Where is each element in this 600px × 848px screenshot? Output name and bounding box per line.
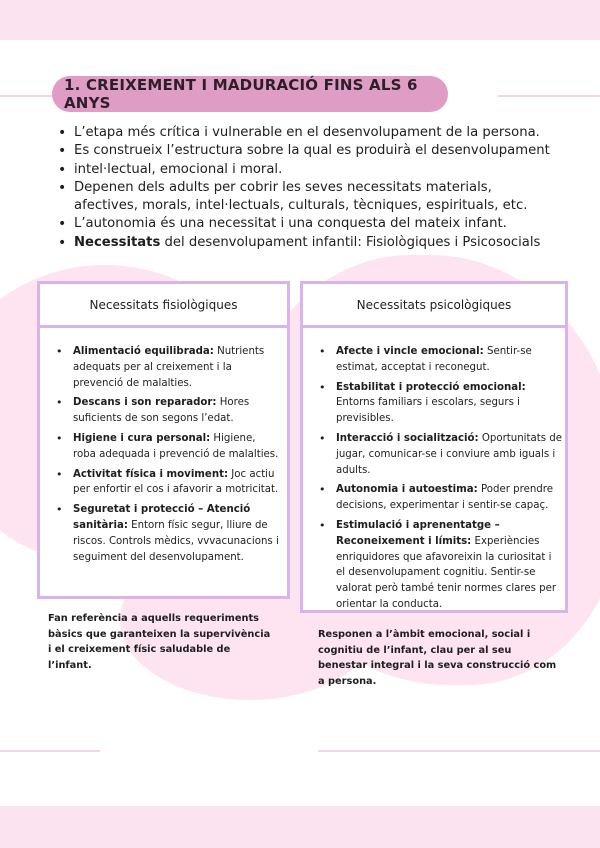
item-title: Seguretat i protecció – Atenció sanitària: (73, 504, 251, 531)
item-text: Hores suficients de son segons l’edat. (73, 397, 250, 425)
decor-line (0, 750, 100, 752)
bottom-decor-band (0, 806, 600, 848)
top-decor-band (0, 0, 600, 40)
physiological-note: Fan referència a aquells requeriments bàsics que garanteixen la supervivència i el creixement físic saludable de l’infant. (48, 613, 271, 671)
item-text: Sentir-se estimat, acceptat i reconegut. (336, 346, 532, 373)
item-text: Higiene, roba adequada i prevenció de malalties. (73, 432, 279, 460)
list-item (333, 431, 563, 478)
decor-line (0, 95, 60, 97)
decor-line (498, 95, 600, 97)
list-item (70, 395, 280, 427)
list-item: • intel·lectual, emocional i moral. (56, 161, 556, 179)
item-title: Estabilitat i protecció emocional: (336, 381, 526, 393)
card-list (333, 344, 563, 617)
card-list (70, 344, 280, 569)
list-item: • Es construeix l’estructura sobre la qual es produirà el desenvolupament (56, 142, 556, 160)
item-title: Interacció i socialització: (336, 432, 479, 444)
list-item (333, 518, 563, 613)
item-title: Estimulació i aprenentatge – Reconeixement i límits: (336, 519, 500, 547)
item-text: Experiències enriquidores que afavoreixin la curiositat i el desenvolupament cognitiu. Sentir-se valorat però també tenir normes clares per orientar la conducta. (336, 535, 557, 610)
item-text: Oportunitats de jugar, comunicar-se i conviure amb iguals i adults. (336, 432, 563, 476)
list-item (70, 344, 280, 391)
item-title: Activitat física i moviment: (73, 468, 229, 480)
decor-line (318, 750, 600, 752)
item-text: Entorn físic segur, lliure de riscos. Controls mèdics, vvvacunacions i seguiment del desenvolupament. (73, 519, 279, 563)
list-item (333, 344, 563, 376)
item-title: Descans i son reparador: (73, 397, 217, 409)
list-item (56, 179, 556, 197)
psychological-note: Responen a l’àmbit emocional, social i cognitiu de l’infant, clau per al seu benestar integral i la seva construcció com a persona. (318, 629, 557, 687)
intro-bullet-list (56, 124, 556, 252)
card-header: Necessitats psicològiques (303, 284, 565, 328)
list-item (333, 482, 563, 514)
item-text: Nutrients adequats per al creixement i la prevenció de malalties. (73, 346, 265, 389)
list-item-text: Depenen dels adults per cobrir les seves necessitats materials, (74, 179, 492, 195)
list-item (70, 467, 280, 499)
item-text: Joc actiu per enfortir el cos i afavorir a motricitat. (73, 468, 279, 496)
item-title: Alimentació equilibrada: (73, 346, 214, 357)
card-header: Necessitats fisiològiques (40, 284, 287, 328)
list-item-continuation: afectives, morals, intel·lectuals, culturals, tècniques, espirituals, etc. (74, 198, 528, 214)
item-title: Afecte i vincle emocional: (336, 346, 484, 357)
list-item (70, 502, 280, 565)
list-item-bold: Necessitats (74, 234, 161, 250)
physiological-needs-card (37, 281, 290, 599)
list-item (56, 234, 556, 252)
list-item (70, 431, 280, 463)
psychological-needs-card (300, 281, 568, 613)
list-item: • L’autonomia és una necessitat i una conquesta del mateix infant. (56, 215, 556, 233)
section-title: 1. CREIXEMENT I MADURACIÓ FINS ALS 6 ANYS (52, 76, 448, 112)
item-title: Higiene i cura personal: (73, 432, 211, 444)
item-text: Entorns familiars i escolars, segurs i previsibles. (336, 397, 520, 425)
item-title: Autonomia i autoestima: (336, 484, 478, 496)
list-item-text: del desenvolupament infantil: Fisiològiques i Psicosocials (160, 234, 541, 250)
list-item (333, 380, 563, 427)
list-item: • L’etapa més crítica i vulnerable en el desenvolupament de la persona. (56, 124, 556, 142)
item-text: Poder prendre decisions, experimentar i sentir-se capaç. (336, 484, 554, 512)
